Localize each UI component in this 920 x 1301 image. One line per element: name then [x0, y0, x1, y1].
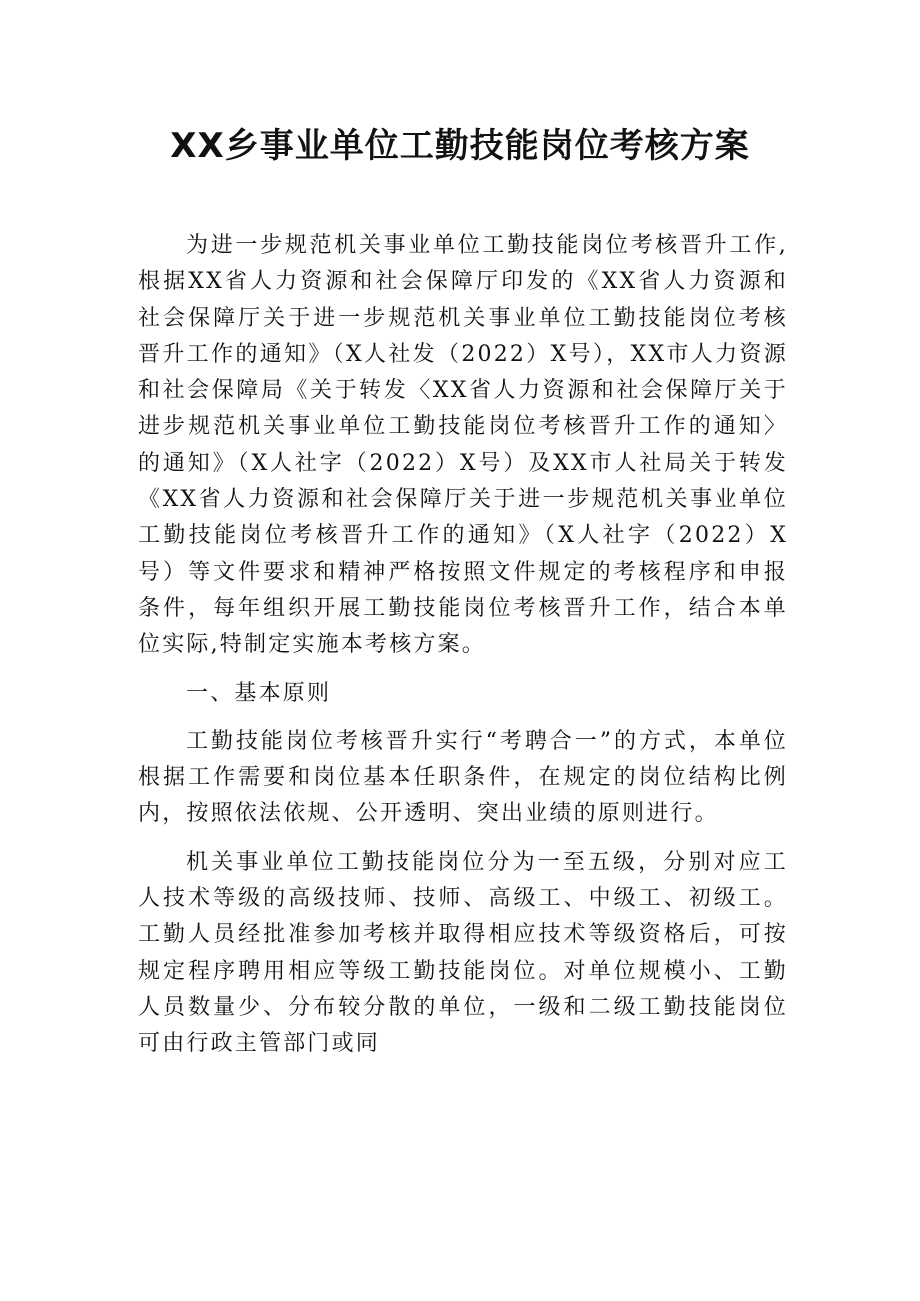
section-heading-basic-principles: 一、基本原则 — [186, 680, 332, 706]
paragraph-intro: 为进一步规范机关事业单位工勤技能岗位考核晋升工作,根据XX省人力资源和社会保障厅印发的《XX省人力资源和社会保障厅关于进一步规范机关事业单位工勤技能岗位考核晋升工作的通知》（X人社发（2022）X号），XX市人力资源和社会保障局《关于转发〈XX省人力资源和社会保障厅关于进步规范机关事业单位工勤技能岗位考核晋升工作的通知〉的通知》（X人社字（2022）X号）及XX市人社局关于转发《XX省人力资源和社会保障厅关于进一步规范机关事业单位工勤技能岗位考核晋升工作的通知》（X人社字（2022）X号）等文件要求和精神严格按照文件规定的考核程序和申报条件，每年组织开展工勤技能岗位考核晋升工作，结合本单位实际,特制定实施本考核方案。 — [138, 233, 788, 658]
document-title: XX乡事业单位工勤技能岗位考核方案 — [170, 126, 750, 166]
paragraph-job-levels: 机关事业单位工勤技能岗位分为一至五级，分别对应工人技术等级的高级技师、技师、高级工、中级工、初级工。工勤人员经批准参加考核并取得相应技术等级资格后，可按规定程序聘用相应等级工勤技能岗位。对单位规模小、工勤人员数量少、分布较分散的单位，一级和二级工勤技能岗位可由行政主管部门或同 — [138, 849, 788, 1057]
paragraph-principles: 工勤技能岗位考核晋升实行“考聘合一”的方式，本单位根据工作需要和岗位基本任职条件，在规定的岗位结构比例内，按照依法依规、公开透明、突出业绩的原则进行。 — [138, 728, 788, 827]
document-body — [138, 228, 788, 1063]
